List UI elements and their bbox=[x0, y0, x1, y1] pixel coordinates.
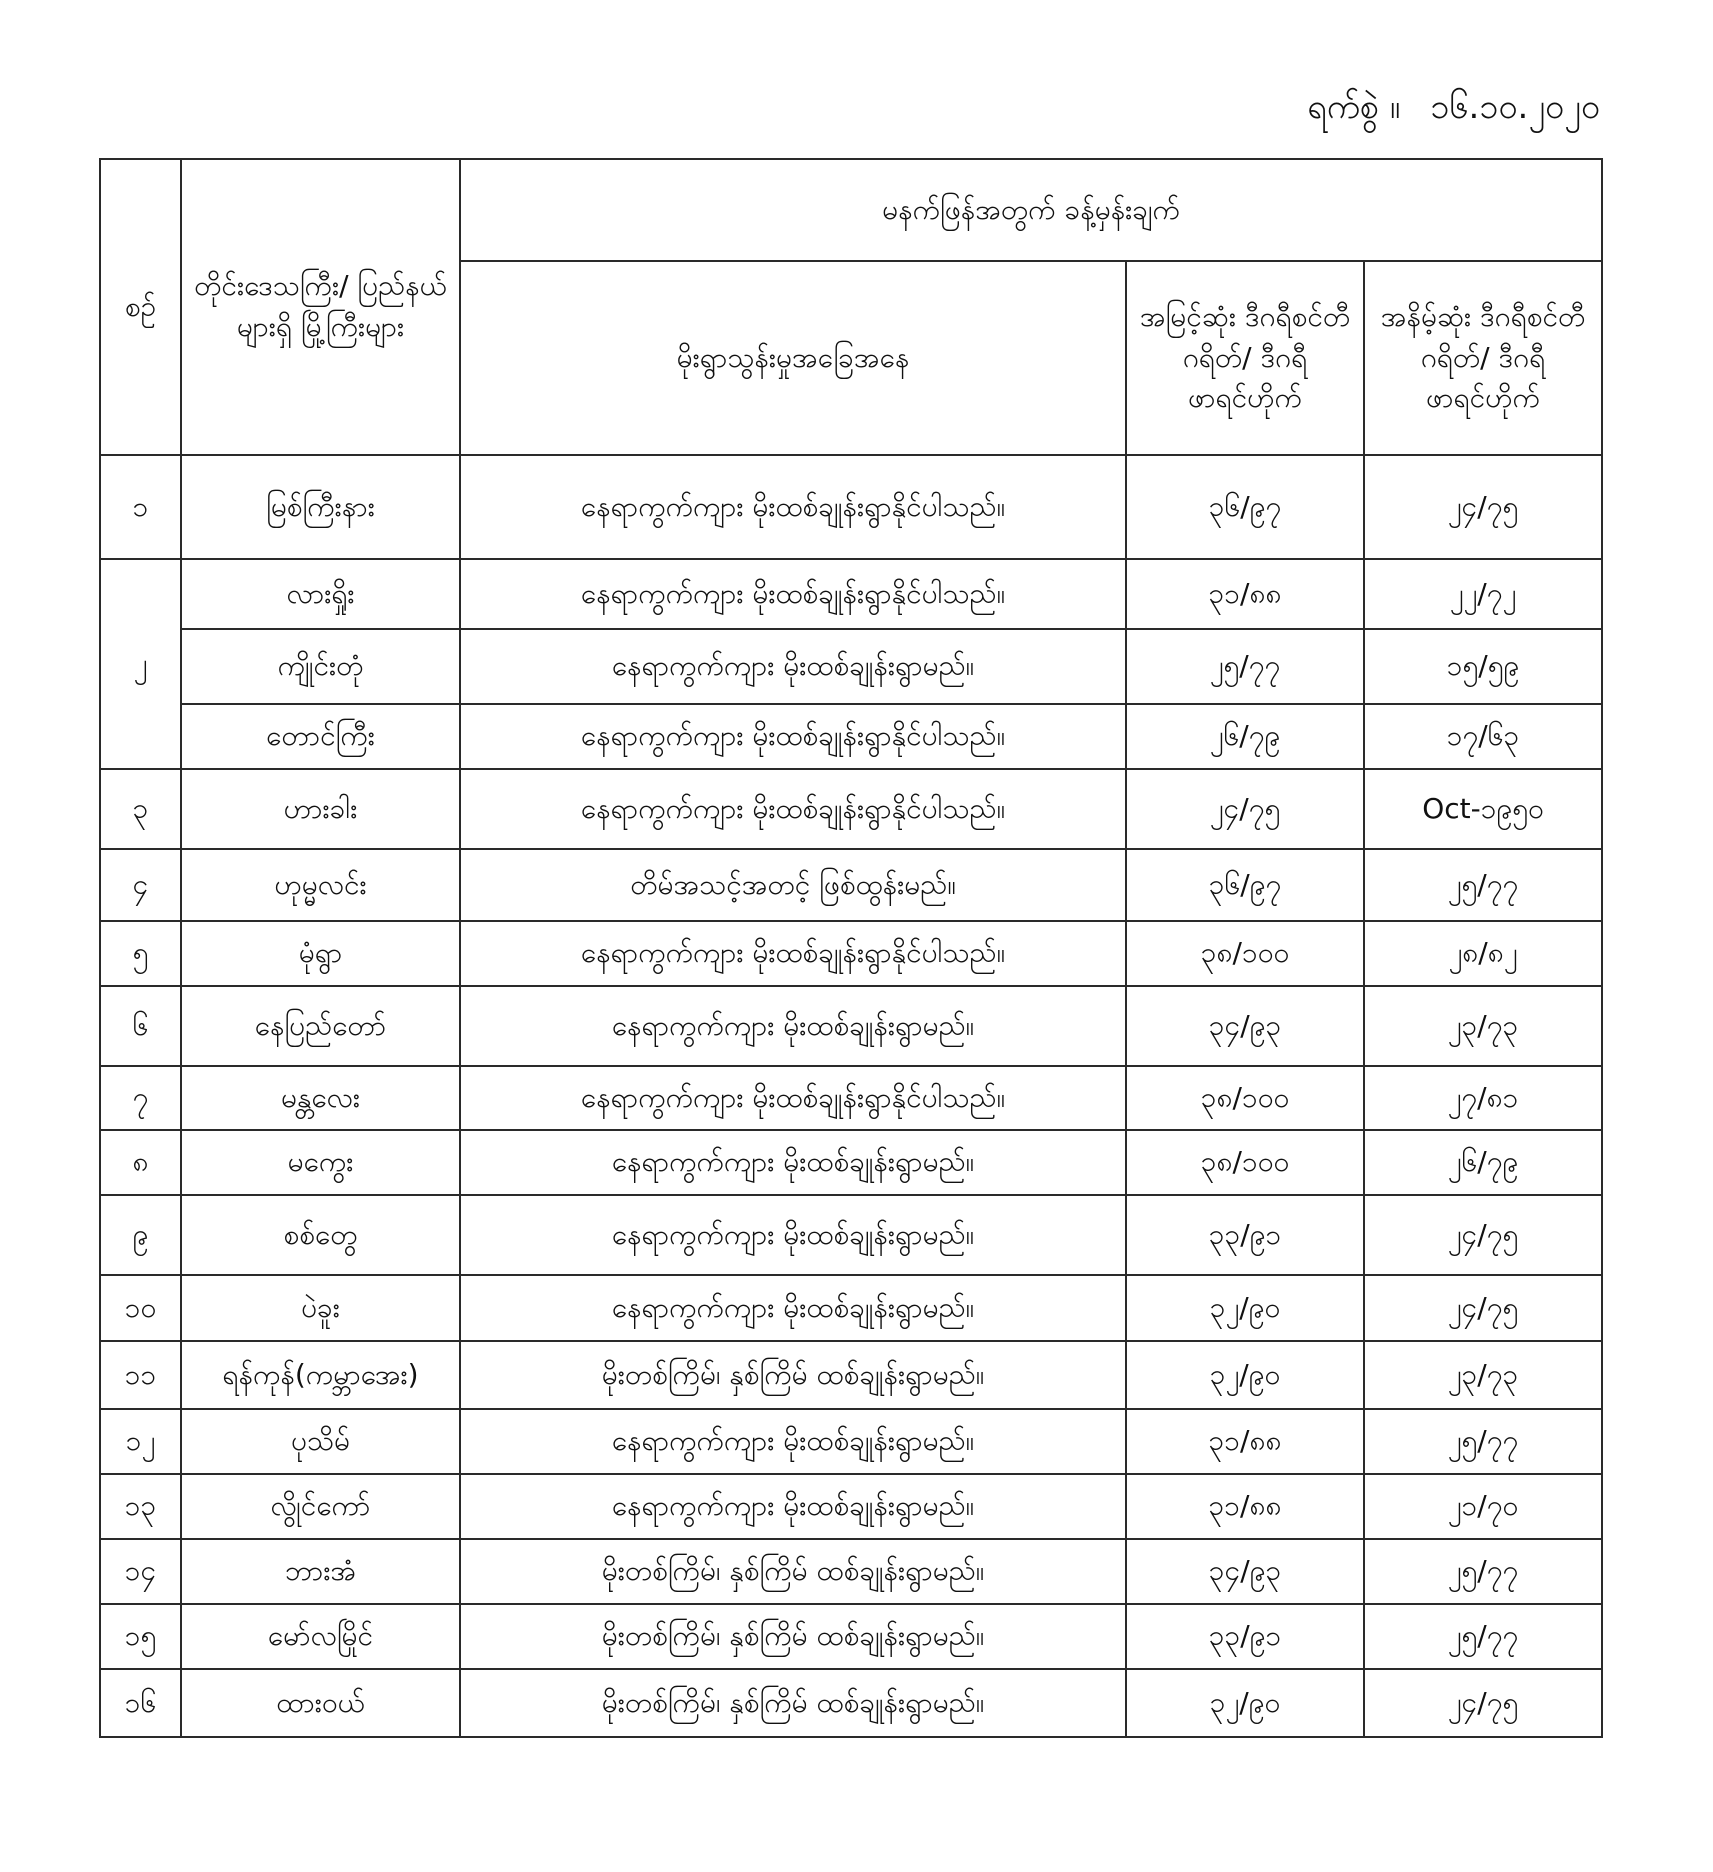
row-condition: နေရာကွက်ကျား မိုးထစ်ချုန်းရွာမည်။ bbox=[460, 1130, 1126, 1195]
table-row bbox=[100, 1409, 1602, 1474]
row-condition: နေရာကွက်ကျား မိုးထစ်ချုန်းရွာနိုင်ပါသည်။ bbox=[460, 704, 1126, 769]
row-min-temp: ၁၅/၅၉ bbox=[1364, 629, 1602, 704]
row-max-temp: ၃၁/၈၈ bbox=[1126, 1409, 1364, 1474]
row-max-temp: ၃၂/၉၀ bbox=[1126, 1669, 1364, 1737]
table-row bbox=[100, 1130, 1602, 1195]
row-number: ၃ bbox=[100, 769, 181, 849]
row-city: မန္တလေး bbox=[181, 1066, 460, 1130]
row-max-temp: ၂၄/၇၅ bbox=[1126, 769, 1364, 849]
row-min-temp: ၂၅/၇၇ bbox=[1364, 1539, 1602, 1604]
row-max-temp: ၃၆/၉၇ bbox=[1126, 455, 1364, 559]
row-condition: မိုးတစ်ကြိမ်၊ နှစ်ကြိမ် ထစ်ချုန်းရွာမည်။ bbox=[460, 1604, 1126, 1669]
table-row bbox=[100, 559, 1602, 629]
row-max-temp: ၃၆/၉၇ bbox=[1126, 849, 1364, 921]
table-row bbox=[100, 1341, 1602, 1409]
row-min-temp: ၂၄/၇၅ bbox=[1364, 1669, 1602, 1737]
row-min-temp: ၂၃/၇၃ bbox=[1364, 1341, 1602, 1409]
table-row bbox=[100, 1669, 1602, 1737]
row-city: စစ်တွေ bbox=[181, 1195, 460, 1275]
row-condition: နေရာကွက်ကျား မိုးထစ်ချုန်းရွာမည်။ bbox=[460, 629, 1126, 704]
table-row bbox=[100, 1539, 1602, 1604]
row-city: လွိုင်ကော် bbox=[181, 1474, 460, 1539]
row-number: ၁၁ bbox=[100, 1341, 181, 1409]
row-min-temp: ၂၄/၇၅ bbox=[1364, 455, 1602, 559]
date-label: ရက်စွဲ ။ bbox=[1307, 87, 1401, 127]
row-condition: နေရာကွက်ကျား မိုးထစ်ချုန်းရွာမည်။ bbox=[460, 1409, 1126, 1474]
row-city: မော်လမြိုင် bbox=[181, 1604, 460, 1669]
table-row bbox=[100, 1474, 1602, 1539]
row-condition: မိုးတစ်ကြိမ်၊ နှစ်ကြိမ် ထစ်ချုန်းရွာမည်။ bbox=[460, 1341, 1126, 1409]
row-max-temp: ၃၄/၉၃ bbox=[1126, 1539, 1364, 1604]
table-row bbox=[100, 921, 1602, 986]
table-row bbox=[100, 629, 1602, 704]
row-condition: နေရာကွက်ကျား မိုးထစ်ချုန်းရွာနိုင်ပါသည်။ bbox=[460, 921, 1126, 986]
row-city: မကွေး bbox=[181, 1130, 460, 1195]
row-condition: နေရာကွက်ကျား မိုးထစ်ချုန်းရွာမည်။ bbox=[460, 1275, 1126, 1341]
header-serial-no: စဉ် bbox=[100, 159, 181, 455]
row-number: ၁၂ bbox=[100, 1409, 181, 1474]
row-city: ပဲခူး bbox=[181, 1275, 460, 1341]
row-min-temp: ၁၇/၆၃ bbox=[1364, 704, 1602, 769]
row-max-temp: ၃၁/၈၈ bbox=[1126, 1474, 1364, 1539]
row-max-temp: ၃၃/၉၁ bbox=[1126, 1604, 1364, 1669]
row-number: ၅ bbox=[100, 921, 181, 986]
row-max-temp: ၃၈/၁၀၀ bbox=[1126, 1066, 1364, 1130]
weather-forecast-table bbox=[99, 158, 1603, 1738]
row-min-temp: ၂၃/၇၃ bbox=[1364, 986, 1602, 1066]
row-max-temp: ၃၂/၉၀ bbox=[1126, 1275, 1364, 1341]
row-condition: နေရာကွက်ကျား မိုးထစ်ချုန်းရွာနိုင်ပါသည်။ bbox=[460, 769, 1126, 849]
row-max-temp: ၃၈/၁၀၀ bbox=[1126, 921, 1364, 986]
row-city: ဘားအံ bbox=[181, 1539, 460, 1604]
row-condition: တိမ်အသင့်အတင့် ဖြစ်ထွန်းမည်။ bbox=[460, 849, 1126, 921]
table-row bbox=[100, 1604, 1602, 1669]
table-row bbox=[100, 849, 1602, 921]
row-city: ဟုမ္မလင်း bbox=[181, 849, 460, 921]
row-min-temp: ၂၈/၈၂ bbox=[1364, 921, 1602, 986]
row-city: ရန်ကုန်(ကမ္ဘာအေး) bbox=[181, 1341, 460, 1409]
row-number: ၇ bbox=[100, 1066, 181, 1130]
row-number: ၁၃ bbox=[100, 1474, 181, 1539]
row-min-temp: ၂၇/၈၁ bbox=[1364, 1066, 1602, 1130]
row-condition: နေရာကွက်ကျား မိုးထစ်ချုန်းရွာမည်။ bbox=[460, 1474, 1126, 1539]
table-row bbox=[100, 986, 1602, 1066]
table-row bbox=[100, 769, 1602, 849]
row-city: လားရှိုး bbox=[181, 559, 460, 629]
row-condition: မိုးတစ်ကြိမ်၊ နှစ်ကြိမ် ထစ်ချုန်းရွာမည်။ bbox=[460, 1669, 1126, 1737]
row-condition: နေရာကွက်ကျား မိုးထစ်ချုန်းရွာမည်။ bbox=[460, 1195, 1126, 1275]
row-max-temp: ၃၄/၉၃ bbox=[1126, 986, 1364, 1066]
row-city: တောင်ကြီး bbox=[181, 704, 460, 769]
document-date bbox=[1240, 84, 1600, 135]
row-condition: မိုးတစ်ကြိမ်၊ နှစ်ကြိမ် ထစ်ချုန်းရွာမည်။ bbox=[460, 1539, 1126, 1604]
row-number: ၁ bbox=[100, 455, 181, 559]
row-min-temp: ၂၆/၇၉ bbox=[1364, 1130, 1602, 1195]
row-condition: နေရာကွက်ကျား မိုးထစ်ချုန်းရွာမည်။ bbox=[460, 986, 1126, 1066]
row-condition: နေရာကွက်ကျား မိုးထစ်ချုန်းရွာနိုင်ပါသည်။ bbox=[460, 559, 1126, 629]
row-number: ၁၄ bbox=[100, 1539, 181, 1604]
row-city: မုံရွာ bbox=[181, 921, 460, 986]
row-min-temp: ၂၄/၇၅ bbox=[1364, 1195, 1602, 1275]
header-city: တိုင်းဒေသကြီး/ ပြည်နယ်များရှိ မြို့ကြီးများ bbox=[181, 159, 460, 455]
row-city: ပုသိမ် bbox=[181, 1409, 460, 1474]
table-row bbox=[100, 1066, 1602, 1130]
row-city: ဟားခါး bbox=[181, 769, 460, 849]
row-min-temp: ၂၂/၇၂ bbox=[1364, 559, 1602, 629]
header-forecast-group: မနက်ဖြန်အတွက် ခန့်မှန်းချက် bbox=[460, 159, 1602, 261]
row-min-temp: ၂၅/၇၇ bbox=[1364, 1604, 1602, 1669]
table-row bbox=[100, 704, 1602, 769]
row-min-temp: Oct-၁၉၅၀ bbox=[1364, 769, 1602, 849]
date-value: ၁၆.၁၀.၂၀၂၀ bbox=[1430, 87, 1600, 127]
row-number: ၁၆ bbox=[100, 1669, 181, 1737]
table-row bbox=[100, 1275, 1602, 1341]
row-number: ၉ bbox=[100, 1195, 181, 1275]
header-max-temp: အမြင့်ဆုံး ဒီဂရီစင်တီဂရိတ်/ ဒီဂရီဖာရင်ဟိုက် bbox=[1126, 261, 1364, 455]
row-city: နေပြည်တော် bbox=[181, 986, 460, 1066]
row-number: ၆ bbox=[100, 986, 181, 1066]
table-row bbox=[100, 1195, 1602, 1275]
table-row bbox=[100, 455, 1602, 559]
row-max-temp: ၃၃/၉၁ bbox=[1126, 1195, 1364, 1275]
row-number: ၈ bbox=[100, 1130, 181, 1195]
row-number: ၁၀ bbox=[100, 1275, 181, 1341]
row-max-temp: ၃၂/၉၀ bbox=[1126, 1341, 1364, 1409]
row-min-temp: ၂၁/၇၀ bbox=[1364, 1474, 1602, 1539]
row-condition: နေရာကွက်ကျား မိုးထစ်ချုန်းရွာနိုင်ပါသည်။ bbox=[460, 455, 1126, 559]
row-city: ကျိုင်းတုံ bbox=[181, 629, 460, 704]
row-max-temp: ၃၁/၈၈ bbox=[1126, 559, 1364, 629]
row-max-temp: ၃၈/၁၀၀ bbox=[1126, 1130, 1364, 1195]
row-city: မြစ်ကြီးနား bbox=[181, 455, 460, 559]
row-city: ထားဝယ် bbox=[181, 1669, 460, 1737]
row-min-temp: ၂၅/၇၇ bbox=[1364, 1409, 1602, 1474]
row-number: ၁၅ bbox=[100, 1604, 181, 1669]
row-number: ၄ bbox=[100, 849, 181, 921]
row-max-temp: ၂၅/၇၇ bbox=[1126, 629, 1364, 704]
header-min-temp: အနိမ့်ဆုံး ဒီဂရီစင်တီဂရိတ်/ ဒီဂရီဖာရင်ဟိုက် bbox=[1364, 261, 1602, 455]
row-min-temp: ၂၄/၇၅ bbox=[1364, 1275, 1602, 1341]
row-number: ၂ bbox=[100, 559, 181, 769]
row-min-temp: ၂၅/၇၇ bbox=[1364, 849, 1602, 921]
row-condition: နေရာကွက်ကျား မိုးထစ်ချုန်းရွာနိုင်ပါသည်။ bbox=[460, 1066, 1126, 1130]
row-max-temp: ၂၆/၇၉ bbox=[1126, 704, 1364, 769]
header-rain-condition: မိုးရွာသွန်းမှုအခြေအနေ bbox=[460, 261, 1126, 455]
